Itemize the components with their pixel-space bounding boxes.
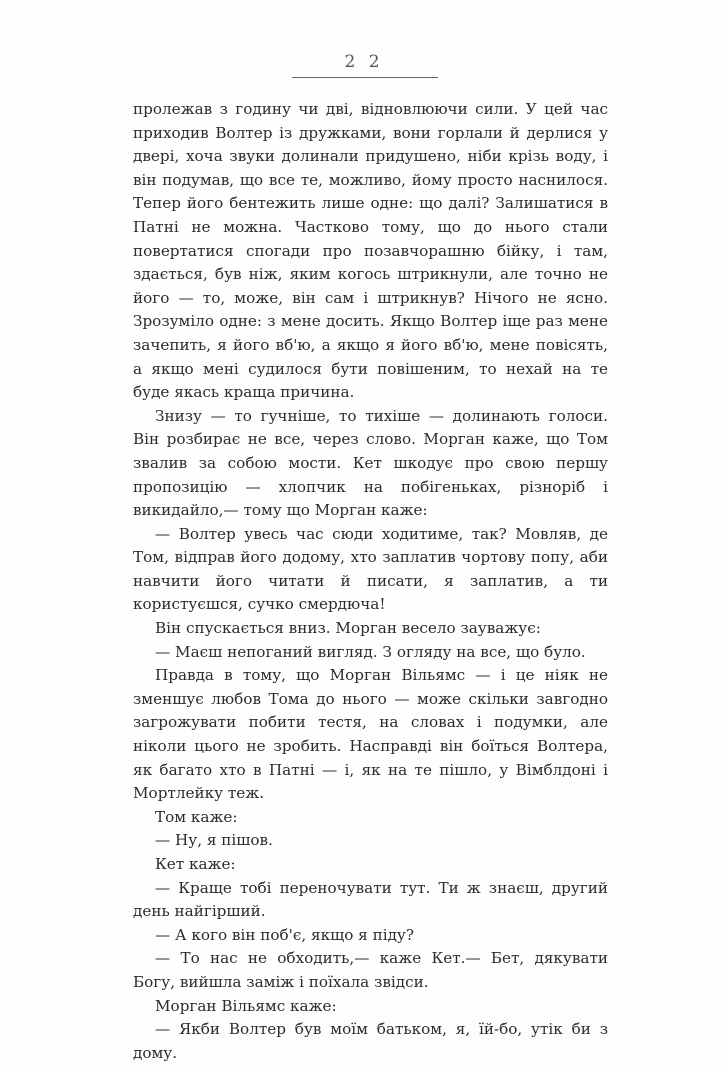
paragraph: пролежав з годину чи дві, відновлюючи сили. У цей час приходив Волтер із дружками, вони горлали й дерлися у двері, хоча звуки долинали придушено, ніби крізь воду, і він подумав, що все те, можливо, йому просто наснилося. Тепер його бентежить лише одне: що далі? Залишатися в Патні не можна. Частково тому, що до нього стали повертатися спогади про позавчорашню бійку, і там, здається, був ніж, яким когось штрикнули, але точно не його — то, може, він сам і штрикнув? Нічого не ясно. Зрозуміло одне: з мене досить. Якщо Волтер іще раз мене зачепить, я його вб'ю, а якщо я його вб'ю, мене повісять, а якщо мені судилося бути повішеним, то нехай на те буде якась краща причина. (133, 100, 608, 402)
paragraph: Він спускається вниз. Морган весело зауважує: (155, 619, 541, 638)
paragraph: Знизу — то гучніше, то тихіше — долинають голоси. Він розбирає не все, через слово. Морган каже, що Том звалив за собою мости. Кет шкодує про свою першу пропозицію — хлопчик на побігеньках, різноріб і викидайло,— тому що Морган каже: (133, 406, 608, 520)
page-number: 2 2 (344, 52, 384, 72)
paragraph: — Ну, я пішов. (155, 831, 273, 850)
paragraph: — То нас не обходить,— каже Кет.— Бет, дякувати Богу, вийшла заміж і поїхала звідси. (133, 949, 608, 991)
body-text (133, 98, 608, 1065)
header-rule (292, 77, 438, 78)
paragraph: — А кого він поб'є, якщо я піду? (155, 925, 414, 944)
paragraph: Кет каже: (155, 855, 236, 873)
paragraph: — Якби Волтер був моїм батьком, я, їй-бо, утік би з дому. (133, 1020, 608, 1062)
paragraph: — Краще тобі переночувати тут. Ти ж знаєш, другий день найгірший. (133, 878, 608, 921)
paragraph: Том каже: (155, 807, 238, 826)
paragraph: Правда в тому, що Морган Вільямс — і це ніяк не зменшує любов Тома до нього — може скільки завгодно загрожувати побити тестя, на словах і подумки, але ніколи цього не зробить. Насправді він боїться Волтера, як багато хто в Патні — і, як на те пішло, у Вімблдоні і Мортлейку теж. (133, 666, 608, 803)
paragraph: — Волтер увесь час сюди ходитиме, так? Мовляв, де Том, відправ його додому, хто заплатив чортову попу, аби навчити його читати й писати, я заплатив, а ти користуєшся, сучко смердюча! (133, 524, 608, 614)
paragraph: Морган Вільямс каже: (155, 996, 337, 1015)
paragraph: — Маєш непоганий вигляд. З огляду на все, що було. (155, 642, 586, 661)
